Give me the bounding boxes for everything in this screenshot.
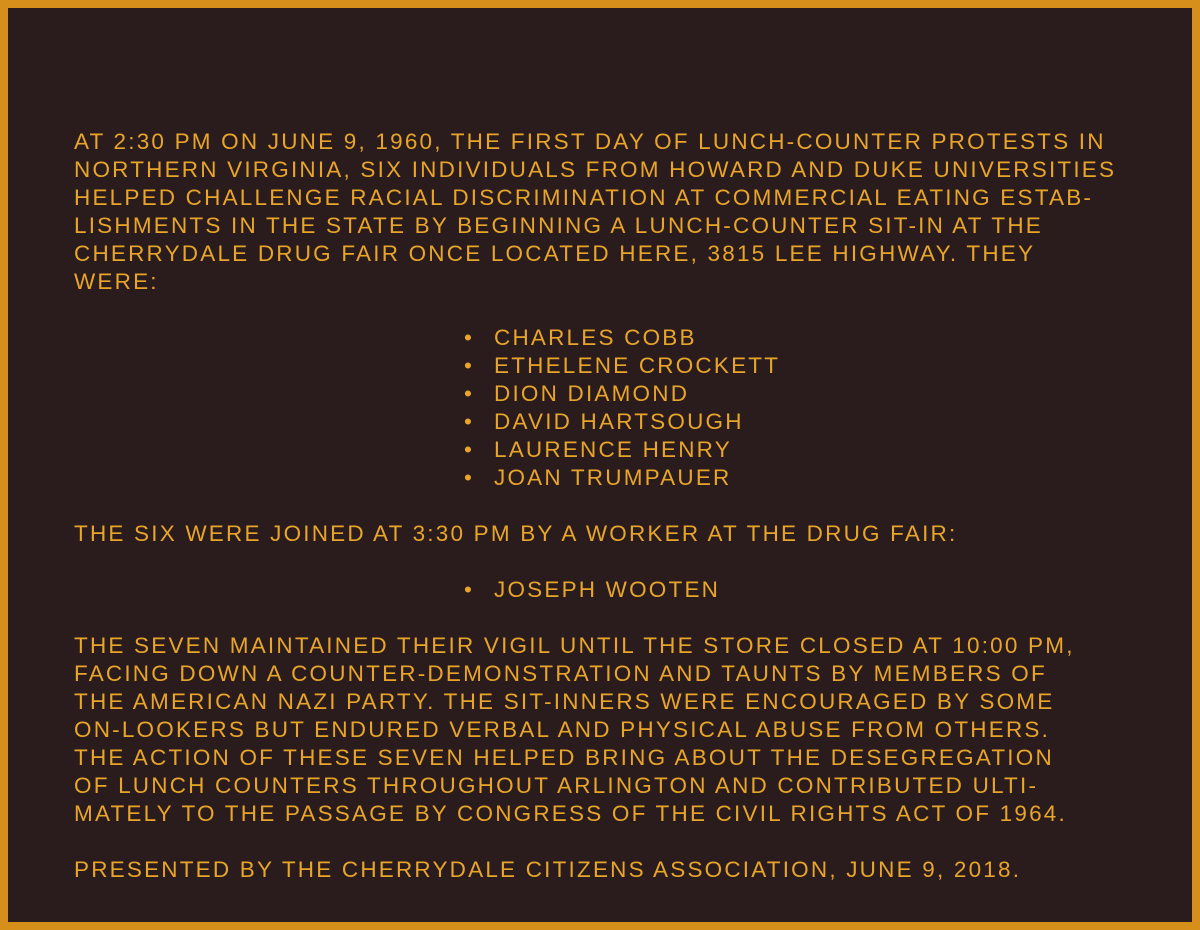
bullet-icon: • (464, 409, 475, 434)
bullet-icon: • (464, 437, 475, 462)
bullet-icon: • (464, 577, 475, 602)
list-item (464, 576, 720, 604)
intro-line: HELPED CHALLENGE RACIAL DISCRIMINATION AT COMMERCIAL EATING ESTAB- (74, 185, 1094, 210)
intro-line: AT 2:30 PM ON JUNE 9, 1960, THE FIRST DAY OF LUNCH-COUNTER PROTESTS IN (74, 129, 1106, 154)
list-item (464, 408, 780, 436)
participant-name: DAVID HARTSOUGH (494, 409, 744, 434)
participant-name: ETHELENE CROCKETT (494, 353, 781, 378)
participant-name: LAURENCE HENRY (494, 437, 732, 462)
worker-name: JOSEPH WOOTEN (494, 577, 721, 602)
vigil-line: THE AMERICAN NAZI PARTY. THE SIT-INNERS WERE ENCOURAGED BY SOME (74, 689, 1055, 714)
vigil-line: THE SEVEN MAINTAINED THEIR VIGIL UNTIL THE STORE CLOSED AT 10:00 PM, (74, 633, 1075, 658)
bullet-icon: • (464, 325, 475, 350)
joined-paragraph (74, 520, 957, 548)
intro-line: LISHMENTS IN THE STATE BY BEGINNING A LUNCH-COUNTER SIT-IN AT THE (74, 213, 1043, 238)
list-item (464, 324, 780, 352)
participant-name: DION DIAMOND (494, 381, 690, 406)
bullet-icon: • (464, 381, 475, 406)
participant-name: CHARLES COBB (494, 325, 697, 350)
list-item (464, 352, 780, 380)
bullet-icon: • (464, 353, 475, 378)
intro-line: WERE: (74, 269, 159, 294)
intro-line: NORTHERN VIRGINIA, SIX INDIVIDUALS FROM HOWARD AND DUKE UNIVERSITIES (74, 157, 1117, 182)
participant-list (464, 324, 780, 492)
list-item (464, 464, 780, 492)
vigil-line: FACING DOWN A COUNTER-DEMONSTRATION AND TAUNTS BY MEMBERS OF (74, 661, 1047, 686)
joined-line: THE SIX WERE JOINED AT 3:30 PM BY A WORKER AT THE DRUG FAIR: (74, 521, 958, 546)
presented-by (74, 856, 1021, 884)
bullet-icon: • (464, 465, 475, 490)
vigil-line: OF LUNCH COUNTERS THROUGHOUT ARLINGTON AND CONTRIBUTED ULTI- (74, 773, 1039, 798)
presented-by-line: PRESENTED BY THE CHERRYDALE CITIZENS ASSOCIATION, JUNE 9, 2018. (74, 857, 1022, 882)
vigil-line: THE ACTION OF THESE SEVEN HELPED BRING ABOUT THE DESEGREGATION (74, 745, 1054, 770)
intro-paragraph (74, 128, 1116, 296)
vigil-line: MATELY TO THE PASSAGE BY CONGRESS OF THE CIVIL RIGHTS ACT OF 1964. (74, 801, 1067, 826)
worker-list (464, 576, 720, 604)
vigil-line: ON-LOOKERS BUT ENDURED VERBAL AND PHYSICAL ABUSE FROM OTHERS. (74, 717, 1051, 742)
intro-line: CHERRYDALE DRUG FAIR ONCE LOCATED HERE, 3815 LEE HIGHWAY. THEY (74, 241, 1036, 266)
list-item (464, 380, 780, 408)
vigil-paragraph (74, 632, 1075, 828)
participant-name: JOAN TRUMPAUER (494, 465, 732, 490)
list-item (464, 436, 780, 464)
